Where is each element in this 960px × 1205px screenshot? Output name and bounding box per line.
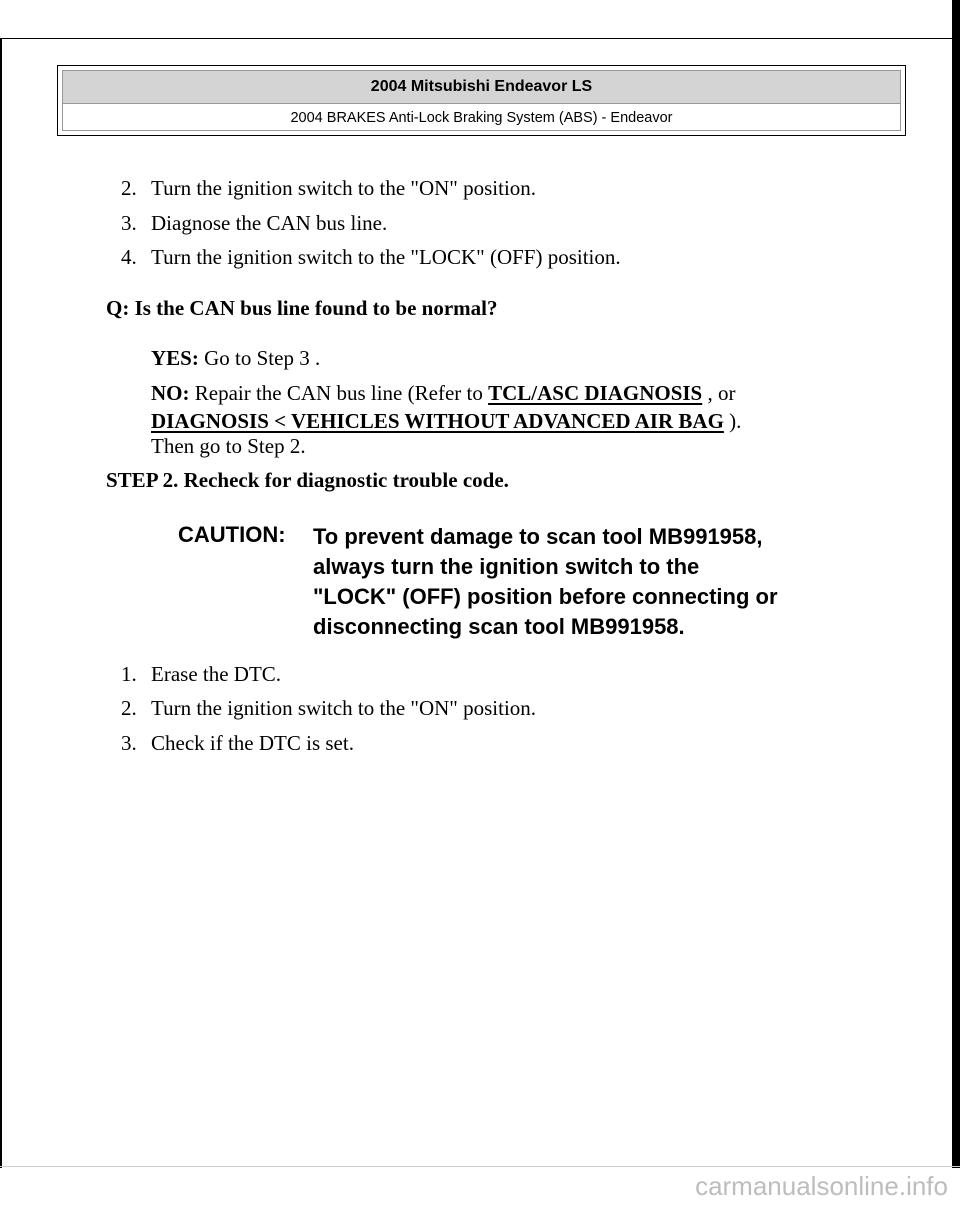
answer-no-line3: Then go to Step 2. (151, 434, 306, 458)
page-edge-left (0, 38, 2, 1168)
list-item-text: Erase the DTC. (151, 662, 282, 686)
list-item-text: Turn the ignition switch to the "ON" position. (151, 176, 537, 200)
page-edge-bottom (0, 1166, 960, 1167)
caution-line: disconnecting scan tool MB991958. (313, 614, 685, 639)
list-item-number: 4. (121, 245, 137, 269)
yes-text: Go to Step 3 . (198, 346, 321, 370)
caution-line: always turn the ignition switch to the (313, 554, 700, 579)
question-heading: Q: Is the CAN bus line found to be normal? (106, 296, 498, 320)
header-subtitle: 2004 BRAKES Anti-Lock Braking System (ABS) - Endeavor (290, 110, 673, 126)
caution-label: CAUTION: (178, 522, 286, 547)
no-text: Repair the CAN bus line (Refer to (189, 381, 489, 405)
list-item-text: Diagnose the CAN bus line. (151, 211, 388, 235)
yes-label: YES: (151, 346, 199, 370)
header-title: 2004 Mitsubishi Endeavor LS (63, 71, 900, 104)
step2-heading: STEP 2. Recheck for diagnostic trouble code. (106, 468, 509, 492)
no-text-mid: , or (702, 381, 736, 405)
list-item-text: Check if the DTC is set. (151, 731, 354, 755)
list-item-number: 3. (121, 211, 137, 235)
list-item-number: 2. (121, 176, 137, 200)
header-inner (62, 70, 901, 131)
answer-no-line1 (151, 381, 736, 406)
list-item-number: 3. (121, 731, 137, 755)
no-text-after: ). (723, 409, 742, 433)
link-diagnosis-vehicles[interactable]: DIAGNOSIS < VEHICLES WITHOUT ADVANCED AIR BAG (151, 409, 724, 433)
caution-line: To prevent damage to scan tool MB991958, (313, 524, 763, 549)
list-item-number: 1. (121, 662, 137, 686)
watermark: carmanualsonline.info (695, 1171, 948, 1201)
list-item-number: 2. (121, 696, 137, 720)
answer-no-line2 (151, 409, 741, 434)
page-edge-right (952, 0, 960, 1168)
no-label: NO: (151, 381, 190, 405)
caution-line: "LOCK" (OFF) position before connecting or (313, 584, 778, 609)
page-edge-top (0, 38, 960, 39)
answer-yes (151, 346, 320, 371)
link-tcl-asc-diagnosis[interactable]: TCL/ASC DIAGNOSIS (488, 381, 703, 405)
list-item-text: Turn the ignition switch to the "LOCK" (OFF) position. (151, 245, 621, 269)
document-header (57, 65, 906, 136)
list-item-text: Turn the ignition switch to the "ON" position. (151, 696, 537, 720)
caution-text (313, 522, 853, 642)
